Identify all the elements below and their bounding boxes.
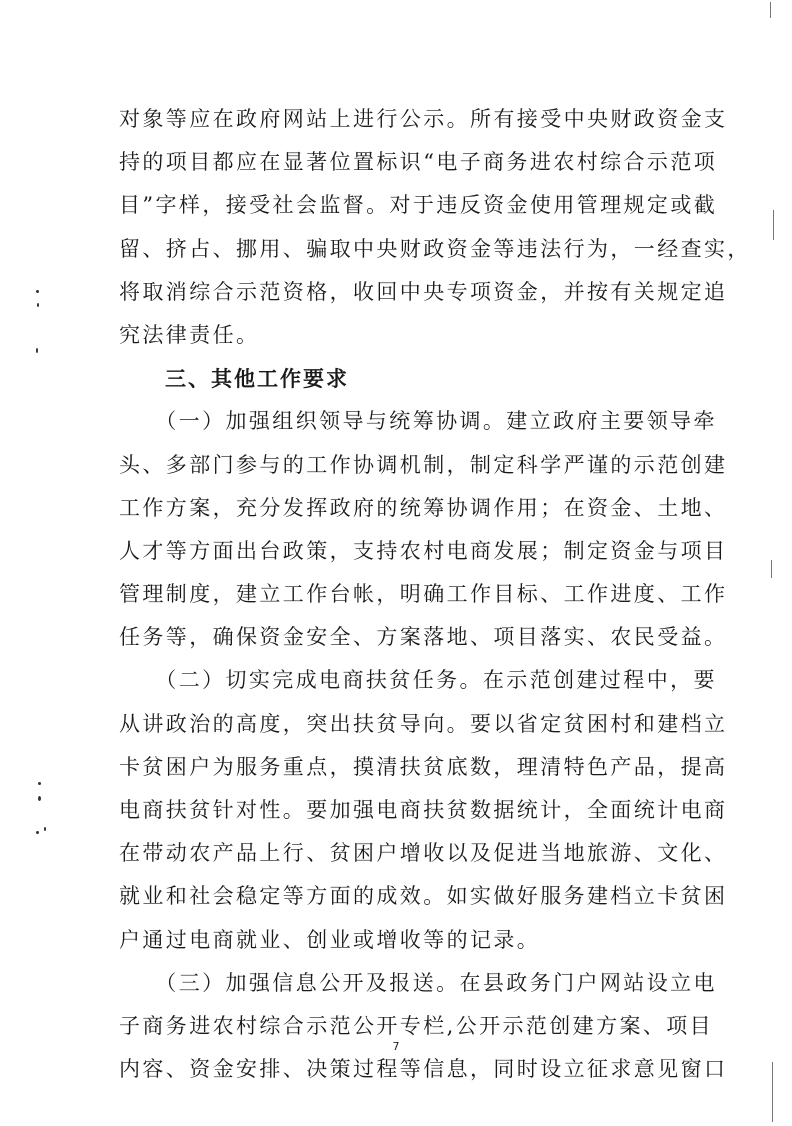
scan-edge-mark bbox=[771, 560, 772, 578]
page-number: 7 bbox=[392, 1040, 400, 1053]
text-line: （一）加强组织领导与统筹协调。建立政府主要领导牵 bbox=[119, 409, 717, 434]
text-line: 户通过电商就业、创业或增收等的记录。 bbox=[119, 927, 541, 952]
text-line: 在带动农产品上行、贫困户增收以及促进当地旅游、文化、 bbox=[119, 841, 728, 866]
scan-edge-mark bbox=[773, 210, 774, 240]
scan-edge-mark bbox=[772, 1062, 773, 1122]
scan-speck bbox=[36, 290, 39, 293]
text-line: 究法律责任。 bbox=[119, 322, 260, 347]
body-text bbox=[119, 98, 751, 1091]
section-heading: 三、其他工作要求 bbox=[119, 366, 349, 392]
text-line: 对象等应在政府网站上进行公示。所有接受中央财政资金支 bbox=[119, 107, 728, 131]
text-line: 持的项目都应在显著位置标识“电子商务进农村综合示范项 bbox=[119, 150, 718, 175]
text-line: 内容、资金安排、决策过程等信息，同时设立征求意见窗口 bbox=[119, 1057, 728, 1082]
text-line: 电商扶贫针对性。要加强电商扶贫数据统计，全面统计电商 bbox=[119, 798, 728, 822]
text-line: 管理制度，建立工作台帐，明确工作目标、工作进度、工作 bbox=[119, 582, 728, 607]
text-line: 留、挤占、挪用、骗取中央财政资金等违法行为，一经查实， bbox=[119, 236, 751, 261]
text-line: 就业和社会稳定等方面的成效。如实做好服务建档立卡贫困 bbox=[119, 884, 728, 909]
text-line: 子商务进农村综合示范公开专栏,公开示范创建方案、项目 bbox=[119, 1013, 714, 1038]
text-line: 从讲政治的高度，突出扶贫导向。要以省定贫困村和建档立 bbox=[119, 711, 728, 736]
text-line: 卡贫困户为服务重点，摸清扶贫底数，理清特色产品，提高 bbox=[119, 754, 728, 779]
scan-speck bbox=[38, 796, 41, 801]
text-line: 目”字样，接受社会监督。对于违反资金使用管理规定或截 bbox=[119, 193, 718, 218]
scan-speck bbox=[36, 831, 39, 834]
scan-speck bbox=[36, 348, 38, 353]
text-line: 工作方案，充分发挥政府的统筹协调作用；在资金、土地、 bbox=[119, 495, 728, 520]
text-line: （二）切实完成电商扶贫任务。在示范创建过程中，要 bbox=[119, 668, 717, 693]
scan-speck bbox=[38, 782, 41, 785]
text-line: （三）加强信息公开及报送。在县政务门户网站设立电 bbox=[119, 970, 717, 995]
text-line: 人才等方面出台政策，支持农村电商发展；制定资金与项目 bbox=[119, 538, 728, 563]
text-line: 任务等，确保资金安全、方案落地、项目落实、农民受益。 bbox=[119, 625, 728, 650]
scan-speck bbox=[44, 827, 46, 831]
text-line: 将取消综合示范资格，收回中央专项资金，并按有关规定追 bbox=[119, 279, 728, 304]
text-line: 头、多部门参与的工作协调机制，制定科学严谨的示范创建 bbox=[119, 452, 728, 477]
scan-speck bbox=[37, 303, 39, 307]
scan-edge-mark bbox=[770, 2, 771, 18]
